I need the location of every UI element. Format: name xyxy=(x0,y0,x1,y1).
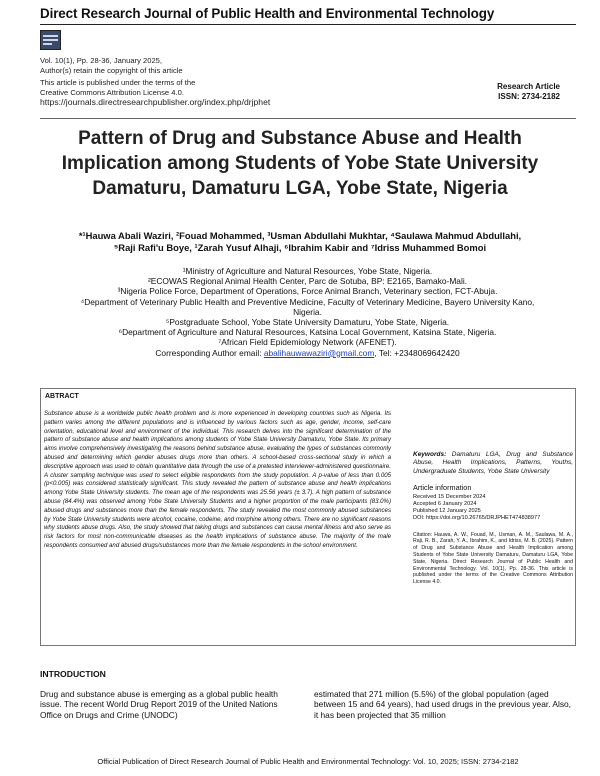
authors-line-2: ⁵Raji Rafi'u Boye, ¹Zarah Yusuf Alhaji, ⁶Ibrahim Kabir and ⁷Idriss Muhammed Bomoi xyxy=(113,242,487,254)
introduction-column-2: estimated that 271 million (5.5%) of the global population (aged between 15 and 64 years), had used drugs in the previous year. Also, it has been projected that 35 million xyxy=(314,689,571,720)
keywords xyxy=(413,451,573,476)
author-list xyxy=(40,230,560,255)
affiliation-6: ⁶Department of Agriculture and Natural Resources, Katsina Local Government, Katsina State, Nigeria. xyxy=(118,327,497,338)
abstract-sidebar xyxy=(413,451,573,586)
abstract-text: Substance abuse is a worldwide public health problem and is more experienced in developing countries such as Nigeria. Its pattern varies among the different populations and is influenced by various factors such as age, gender, income, self-care orientation, educational level and environment of the individual. This research delves into the significant determination of the pattern of substance abuse and health implications among students of Yobe State University Damaturu, Yobe State. Its primary aims involve comprehensively investigating the reasons behind substance abuse, evaluating the types of substances commonly abused and determining which gender abuses drugs more than others. A school-based cross-sectional study in which a descriptive approach was used to obtain quantitative data through the use of a pretested interviewer-administered questionnaire. A cluster sampling technique was used to select eligible respondents from the study population. A p-value of less than 0.005 (p<0.005) was considered statistically significant. This study revealed the pattern of substance abuse and health implications among Yobe State University students. The mean age of the respondents was 25.56 years (± 3.7). A high pattern of substance abuse (84.4%) was observed among Yobe State University Students and a higher proportion of the male participants (83.0%) abused drugs and substances more than the female respondents. The study revealed the most commonly abused substances by Yobe State University students were alcohol, cocaine, codeine, and morphine among others. There are no significant reasons why students abuse drugs. Also, the study showed that taking drugs and substances can cause mental illness and also serve as risk factors for most non-communicable diseases as the health implications of substance abuse. The majority of the male respondents consumed and abused drugs/substances more than the female respondents in the school environment. xyxy=(44,410,391,549)
corresponding-email-link[interactable]: abalihauwawaziri@gmail.com xyxy=(263,347,375,358)
journal-logo-icon xyxy=(40,30,61,50)
affiliation-3: ³Nigeria Police Force, Department of Operations, Force Animal Branch, Veterinary section, FCT-Abuja. xyxy=(117,286,498,297)
authors-line-1: *¹Hauwa Abali Waziri, ²Fouad Mohammed, ³Usman Abdullahi Mukhtar, ⁴Saulawa Mahmud Abdullahi, xyxy=(78,230,522,241)
affiliation-7: ⁷African Field Epidemiology Network (AFENET). xyxy=(218,337,397,348)
license-line-1: This article is published under the terms of the xyxy=(40,78,196,88)
corresponding-tel: , Tel: +2348069642420 xyxy=(374,347,460,358)
keywords-label: Keywords: xyxy=(413,451,447,458)
journal-meta xyxy=(40,56,270,108)
title-rule xyxy=(40,118,576,119)
corresponding-label: Corresponding Author email: xyxy=(155,347,262,358)
citation: Citation: Hauwa, A. W., Fouad, M., Usman, A. M., Saulawa, M. A., Raji, R. B., Zarah, Y. A., Ibrahim, K., and Idriss, M. B. (2025). Pattern of Drug and Substance Abuse and Health Implication among Students of Yobe State University Damaturu, Damaturu LGA, Yobe State, Nigeria. Direct Research Journal of Public Health and Environmental Technology. Vol. 10(1), Pp. 28-36. This article is published under the terms of the Creative Commons Attribution License 4.0. xyxy=(413,531,573,586)
accepted-date: Accepted 6 January 2024 xyxy=(413,500,477,507)
title-line-3: Damaturu, Damaturu LGA, Yobe State, Nigeria xyxy=(92,178,508,199)
abstract-heading: ABTRACT xyxy=(45,393,79,400)
title-line-1: Pattern of Drug and Substance Abuse and Health xyxy=(78,128,522,149)
article-title xyxy=(40,126,560,201)
title-line-2: Implication among Students of Yobe State University xyxy=(61,153,539,174)
issn: ISSN: 2734-2182 xyxy=(498,92,560,101)
affiliation-1: ¹Ministry of Agriculture and Natural Resources, Yobe State, Nigeria. xyxy=(182,266,433,276)
abstract-box xyxy=(40,388,576,646)
corresponding-author xyxy=(70,348,545,358)
published-date: Published 12 January 2025 xyxy=(413,507,481,514)
affiliation-5: ⁵Postgraduate School, Yobe State University Damaturu, Yobe State, Nigeria. xyxy=(165,317,450,328)
page-footer: Official Publication of Direct Research Journal of Public Health and Environmental Technology: Vol. 10, 2025; ISSN: 2734-2182 xyxy=(97,757,519,766)
keywords-text: Damaturu LGA, Drug and Substance Abuse, Health Implications, Patterns, Youths, Undergraduate Students, Yobe State University xyxy=(413,451,573,475)
received-date: Received 15 December 2024 xyxy=(413,493,486,500)
license-line-2: Creative Commons Attribution License 4.0. xyxy=(40,87,184,97)
doi-link[interactable]: DOI: https://doi.org/10.26765/DRJPHET474838977 xyxy=(413,514,541,521)
header-rule xyxy=(40,24,576,25)
affiliations xyxy=(70,266,545,358)
article-type-block xyxy=(497,82,560,102)
article-info-heading: Article information xyxy=(413,483,472,493)
article-type: Research Article xyxy=(497,82,560,91)
journal-url-link[interactable]: https://journals.directresearchpublisher.org/index.php/drjphet xyxy=(40,97,271,108)
affiliation-4: ⁴Department of Veterinary Public Health and Preventive Medicine, Faculty of Veterinary Medicine, Bayero University Kano, Nigeria. xyxy=(80,296,535,317)
copyright-line: Author(s) retain the copyright of this article xyxy=(40,65,183,75)
volume-line: Vol. 10(1), Pp. 28-36, January 2025, xyxy=(40,56,163,65)
affiliation-2: ²ECOWAS Regional Animal Health Center, Parc de Sotuba, BP: E2165, Bamako-Mali. xyxy=(147,276,468,287)
introduction-heading: INTRODUCTION xyxy=(40,669,106,679)
journal-title: Direct Research Journal of Public Health and Environmental Technology xyxy=(40,6,495,21)
introduction-column-1: Drug and substance abuse is emerging as a global public health issue. The recent World Drug Report 2019 of the United Nations Office on Drugs and Crime (UNODC) xyxy=(40,689,278,720)
article-dates xyxy=(413,494,573,522)
